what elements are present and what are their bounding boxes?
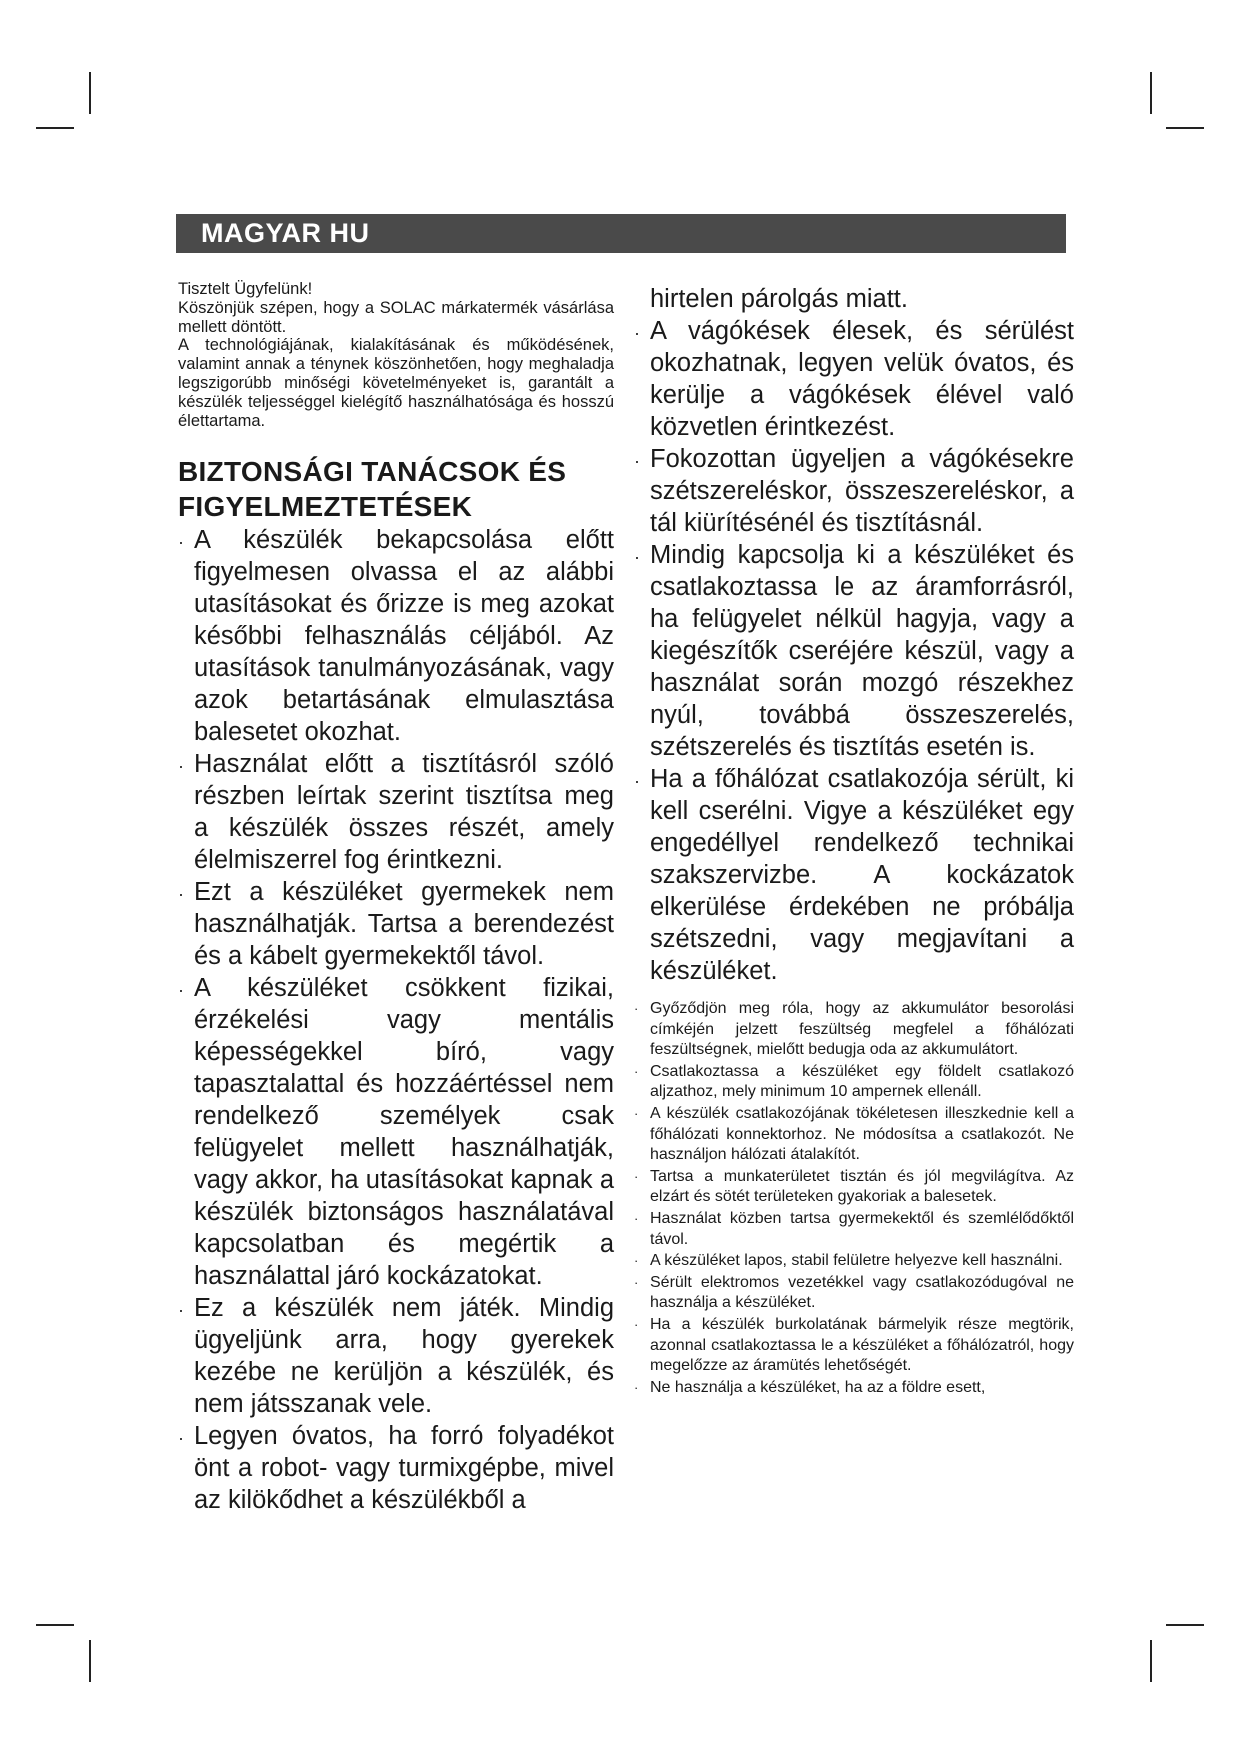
- list-item: · A készüléket lapos, stabil felületre helyezve kell használni.: [634, 1251, 1074, 1272]
- bullet-icon: ·: [634, 1210, 639, 1226]
- list-item: · A vágókések élesek, és sérülést okozhatnak, legyen velük óvatos, és kerülje a vágókések élével való közvetlen érintkezést.: [634, 317, 1074, 441]
- safety-list-right-large: [634, 315, 1074, 987]
- list-item: · Sérült elektromos vezetékkel vagy csatlakozódugóval ne használja a készüléket.: [634, 1273, 1074, 1312]
- crop-mark-bottom-left-vertical: [89, 1640, 91, 1682]
- thanks-paragraph: Köszönjük szépen, hogy a SOLAC márkatermék vásárlása mellett döntött.: [178, 298, 614, 336]
- crop-mark-bottom-right-vertical: [1150, 1640, 1152, 1682]
- bullet-icon: ·: [634, 771, 640, 791]
- greeting: Tisztelt Ügyfelünk!: [178, 280, 313, 298]
- list-item: · A készülék csatlakozójának tökéletesen illeszkednie kell a főhálózati konnektorhoz. Ne módosítsa a csatlakozót. Ne használjon hálózati átalakítót.: [634, 1104, 1074, 1164]
- crop-mark-top-left-vertical: [89, 72, 91, 114]
- bullet-icon: ·: [634, 1274, 639, 1290]
- list-item: · Használat közben tartsa gyermekektől és szemlélődőktől távol.: [634, 1209, 1074, 1248]
- language-header-bar: [176, 214, 1066, 253]
- list-item-continuation: hirtelen párolgás miatt.: [650, 285, 908, 313]
- section-title: BIZTONSÁGI TANÁCSOK ÉS FIGYELMEZTETÉSEK: [178, 456, 567, 523]
- list-item: · Győződjön meg róla, hogy az akkumulátor besorolási címkéjén jelzett feszültség megfelel a főhálózati feszültségnek, mielőtt bedugja oda az akkumulátort.: [634, 1000, 1074, 1059]
- bullet-icon: ·: [178, 1428, 184, 1449]
- list-item: · Ezt a készüléket gyermekek nem használhatják. Tartsa a berendezést és a kábelt gyermekektől távol.: [178, 878, 614, 971]
- bullet-icon: ·: [178, 884, 184, 905]
- right-column: [634, 283, 1074, 1399]
- safety-list-right-small: [634, 999, 1074, 1398]
- list-item: · Fokozottan ügyeljen a vágókésekre szétszereléskor, összeszereléskor, a tál kiürítésénél és tisztításnál.: [634, 445, 1074, 537]
- list-item: · Tartsa a munkaterületet tisztán és jól megvilágítva. Az elzárt és sötét területeken gyakoriak a balesetek.: [634, 1167, 1074, 1206]
- list-item: · Ha a készülék burkolatának bármelyik része megtörik, azonnal csatlakoztassa le a készüléket a főhálózatról, hogy megelőzze az áramütés lehetőségét.: [634, 1315, 1074, 1375]
- bullet-icon: ·: [634, 1253, 639, 1269]
- list-item: · A készüléket csökkent fizikai, érzékelési vagy mentális képességekkel bíró, vagy tapasztalattal és hozzáértéssel nem rendelkező személyek csak felügyelet mellett használhatják, vagy akkor, ha utasításokat kapnak a készülék biztonságos használatával kapcsolatban és megértik a használattal járó kockázatokat.: [178, 974, 614, 1291]
- bullet-icon: ·: [634, 323, 640, 343]
- bullet-icon: ·: [178, 532, 184, 553]
- bullet-icon: ·: [178, 756, 184, 777]
- bullet-icon: ·: [634, 1105, 639, 1121]
- quality-paragraph: A technológiájának, kialakításának és működésének, valamint annak a ténynek köszönhetően, hogy meghaladja legszigorúbb minőségi követelményeket is, garantált a készülék teljességgel kielégítő használhatósága és hosszú élettartama.: [178, 336, 614, 430]
- language-header-title: MAGYAR HU: [201, 218, 370, 248]
- list-item: · Legyen óvatos, ha forró folyadékot önt a robot- vagy turmixgépbe, mivel az kilökődhet a készülékből a: [178, 1422, 614, 1515]
- bullet-icon: ·: [634, 451, 640, 471]
- bullet-icon: ·: [634, 1168, 639, 1184]
- bullet-icon: ·: [634, 1063, 639, 1079]
- safety-list-left: [178, 524, 614, 1516]
- list-item: · Ez a készülék nem játék. Mindig ügyeljünk arra, hogy gyerekek kezébe ne kerüljön a készülék, és nem játsszanak vele.: [178, 1294, 614, 1419]
- crop-mark-top-right-vertical: [1150, 72, 1152, 114]
- bullet-icon: ·: [178, 1300, 184, 1321]
- crop-mark-bottom-left-horizontal: [36, 1624, 74, 1626]
- left-column: [178, 280, 614, 1516]
- list-item: · Használat előtt a tisztításról szóló részben leírtak szerint tisztítsa meg a készülék összes részét, amely élelmiszerrel fog érintkezni.: [178, 750, 614, 875]
- intro-text: [178, 280, 614, 430]
- crop-mark-top-right-horizontal: [1166, 127, 1204, 129]
- list-item: · Ne használja a készüléket, ha az a földre esett,: [634, 1378, 1074, 1399]
- crop-mark-top-left-horizontal: [36, 127, 74, 129]
- bullet-icon: ·: [178, 980, 184, 1001]
- bullet-icon: ·: [634, 1001, 639, 1016]
- list-item: · Mindig kapcsolja ki a készüléket és csatlakoztassa le az áramforrásról, ha felügyelet nélkül hagyja, vagy a kiegészítők cseréjére készül, vagy a használat során mozgó részekhez nyúl, továbbá összeszerelés, szétszerelés és tisztítás esetén is.: [634, 541, 1074, 761]
- bullet-icon: ·: [634, 547, 640, 567]
- bullet-icon: ·: [634, 1316, 639, 1332]
- list-item: · Ha a főhálózat csatlakozója sérült, ki kell cserélni. Vigye a készüléket egy engedéllyel rendelkező technikai szakszervizbe. A kockázatok elkerülése érdekében ne próbálja szétszedni, vagy megjavítani a készüléket.: [634, 765, 1074, 985]
- bullet-icon: ·: [634, 1379, 639, 1395]
- crop-mark-bottom-right-horizontal: [1166, 1624, 1204, 1626]
- list-item: · A készülék bekapcsolása előtt figyelmesen olvassa el az alábbi utasításokat és őrizze is meg azokat későbbi felhasználás céljából. Az utasítások tanulmányozásának, vagy azok betartásának elmulasztása balesetet okozhat.: [178, 526, 614, 747]
- list-item: · Csatlakoztassa a készüléket egy földelt csatlakozó aljzathoz, mely minimum 10 ampernek ellenáll.: [634, 1062, 1074, 1101]
